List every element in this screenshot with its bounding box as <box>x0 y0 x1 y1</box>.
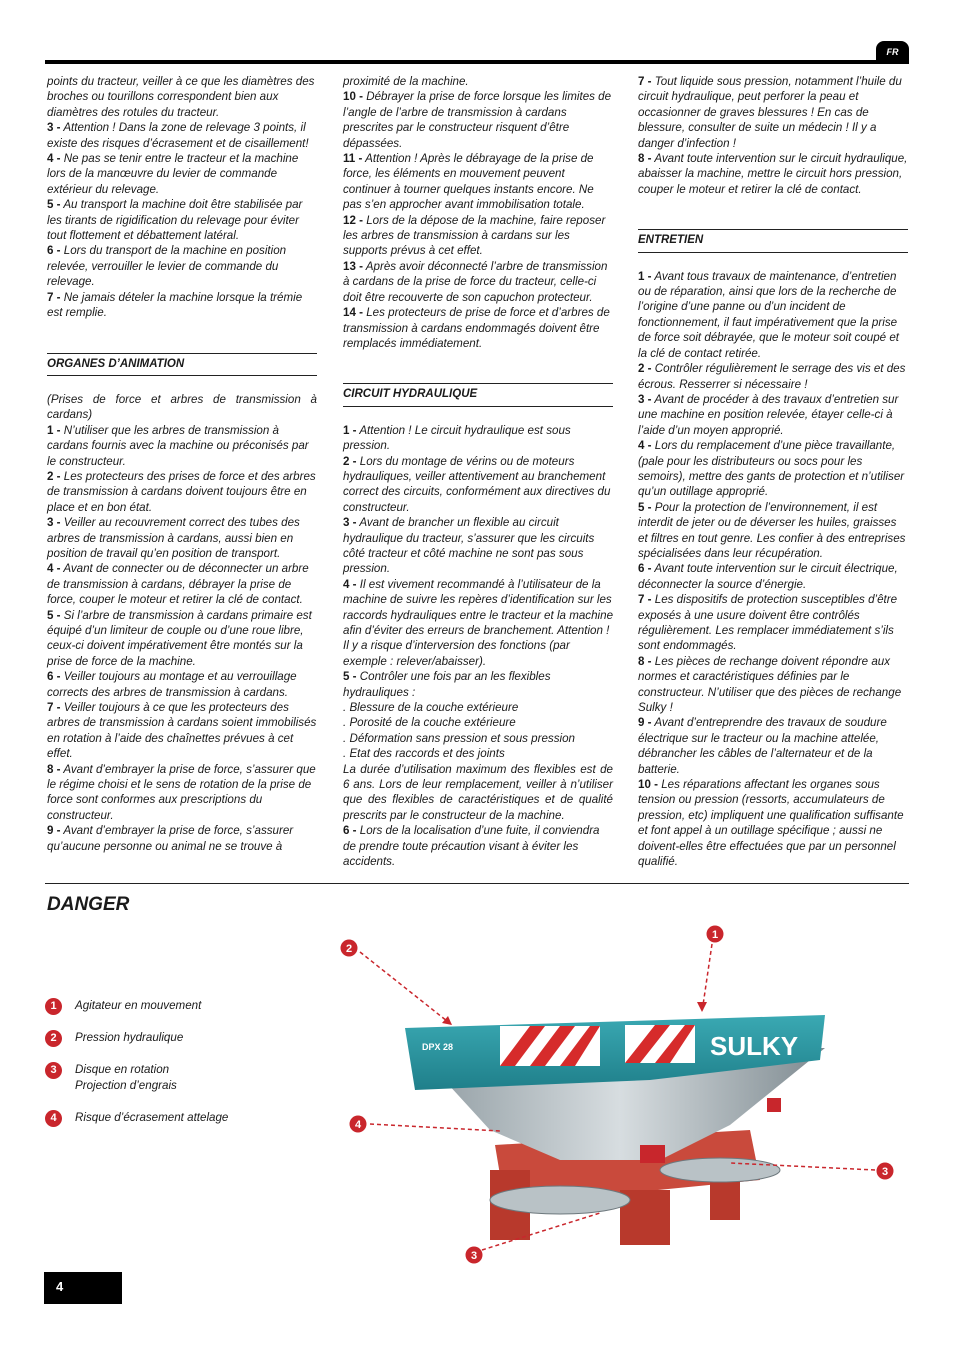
number-badge: 1 <box>45 998 62 1015</box>
callout-badge-2 <box>341 940 358 957</box>
callout-badge-3 <box>466 1247 483 1264</box>
brand-logo: SULKY <box>710 1031 799 1061</box>
list-item: 2 - Contrôler régulièrement le serrage des vis et des écrous. Resserrer si nécessaire ! <box>638 362 906 391</box>
list-item: 1 - Avant tous travaux de maintenance, d’entretien ou de réparation, ainsi que lors de la recherche de l’origine d’une panne ou d’un incident de fonctionnement, il faut impérativement que la prise de force soit débrayée, que le moteur soit coupé et la clé de contact retirée. <box>638 269 900 360</box>
paragraph: points du tracteur, veiller à ce que les diamètres des broches ou tourillons correspondent bien aux diamètres des rotules du tracteur. <box>47 75 315 119</box>
legend-item: 3 Disque en rotation Projection d’engrais <box>45 1062 305 1094</box>
list-item: 9 - Avant d’entreprendre des travaux de soudure électrique sur le tracteur ou la machine attelée, débrancher les câbles de l’alternateur et de la batterie. <box>638 716 887 776</box>
paragraph: La durée d’utilisation maximum des flexibles est de 6 ans. Lors de leur remplacement, veiller à n’utiliser que des flexibles de caractéristiques et de qualité prescrits par le constructeur de la machine. <box>343 762 613 822</box>
list-item: 4 - Lors du remplacement d’une pièce travaillante, (pale pour les distributeurs ou socs pour les semoirs), mettre des gants de protection et n’utiliser qu’un outillage approprié. <box>638 439 905 499</box>
legend-item: 4 Risque d’écrasement attelage <box>45 1110 305 1126</box>
list-item: 14 - Les protecteurs de prise de force et d’arbres de transmission à cardans endommagés doivent être remplacés immédiatement. <box>343 306 610 350</box>
list-item: 13 - Après avoir déconnecté l’arbre de transmission à cardans de la prise de force du tracteur, celle-ci doit être recouverte de son capuchon protecteur. <box>343 259 608 304</box>
section-heading-hydraulique: CIRCUIT HYDRAULIQUE <box>343 383 613 406</box>
list-item: 8 - Avant d’embrayer la prise de force, s’assurer que le régime choisi et le sens de rotation de la prise de force sont conformes aux prescriptions du constructeur. <box>47 762 316 822</box>
list-item: 7 - Veiller toujours à ce que les protecteurs des arbres de transmission à cardans soient immobilisés en rotation à l’aide des chaînettes prévues à cet effet. <box>47 701 317 761</box>
section-heading-organes: ORGANES D’ANIMATION <box>47 353 317 376</box>
svg-text:4: 4 <box>354 1119 362 1131</box>
list-item: 7 - Les dispositifs de protection susceptibles d’être exposés à une usure doivent être contrôlés régulièrement. Les remplacer immédiatement s’ils sont endommagés. <box>638 593 898 653</box>
column-1 <box>47 74 317 854</box>
svg-text:3: 3 <box>470 1250 478 1262</box>
list-item: 7 - Ne jamais dételer la machine lorsque la trémie est remplie. <box>47 290 303 320</box>
bullet: . Porosité de la couche extérieure <box>343 716 516 730</box>
bullet: . Etat des raccords et des joints <box>343 747 505 761</box>
list-item: 5 - Contrôler une fois par an les flexibles hydrauliques : <box>343 670 551 699</box>
list-item: 4 - Avant de connecter ou de déconnecter un arbre de transmission à cardans, débrayer la prise de force, couper le moteur et retirer la clé de contact. <box>47 562 309 607</box>
callout-badge-4 <box>350 1116 367 1133</box>
fertilizer-spreader-illustration <box>330 920 910 1270</box>
list-item: 5 - Au transport la machine doit être stabilisée par les tirants de rigidification du relevage pour éviter tout flottement et débattement latéral. <box>47 198 303 243</box>
number-badge: 4 <box>45 1110 62 1127</box>
rear-light <box>767 1098 781 1112</box>
rear-light <box>640 1145 665 1163</box>
list-item: 6 - Lors du transport de la machine en position relevée, verrouiller le levier de commande du relevage. <box>47 244 287 289</box>
model-label: DPX 28 <box>422 1042 454 1052</box>
danger-title: DANGER <box>47 894 130 915</box>
list-item: 8 - Les pièces de rechange doivent répondre aux normes et caractéristiques définies par le constructeur. N’utiliser que des pièces de rechange Sulky ! <box>638 654 902 715</box>
paragraph: proximité de la machine. <box>343 75 469 88</box>
list-item: 4 - Il est vivement recommandé à l’utilisateur de la machine de suivre les repères d’identification sur les raccords hydrauliques entre le tracteur et la machine afin d’éviter des erreurs de branchement. Attention ! Il y a risque d’interversion des fonctions (par exemple : relever/abaisser). <box>343 577 614 668</box>
list-item: 6 - Veiller toujours au montage et au verrouillage corrects des arbres de transmission à cardans. <box>47 670 297 699</box>
page-number: 4 <box>44 1272 122 1304</box>
svg-text:3: 3 <box>881 1166 889 1178</box>
list-item: 2 - Lors du montage de vérins ou de moteurs hydrauliques, veiller attentivement au branchement correct des circuits, conformément aux directives du constructeur. <box>343 454 611 514</box>
bullet: . Déformation sans pression et sous pression <box>343 731 575 745</box>
list-item: 11 - Attention ! Après le débrayage de la prise de force, les éléments en mouvement peuvent continuer à tourner quelques instants encore. Ne pas s’en approcher avant immobilisation totale. <box>343 152 594 212</box>
column-2 <box>343 74 613 870</box>
callout-badge-3 <box>877 1163 894 1180</box>
callout-badge-1 <box>707 926 724 943</box>
list-item: 4 - Ne pas se tenir entre le tracteur et la machine lors de la manœuvre du levier de commande extérieur du relevage. <box>47 152 299 196</box>
danger-legend <box>45 998 305 1142</box>
spreading-disc <box>490 1186 630 1214</box>
list-item: 1 - Attention ! Le circuit hydraulique est sous pression. <box>343 423 571 453</box>
list-item: 9 - Avant d’embrayer la prise de force, s’assurer qu’aucune personne ou animal ne se trouve à <box>47 824 294 853</box>
list-item: 10 - Débrayer la prise de force lorsque les limites de l’angle de l’arbre de transmission à cardans prescrites par le constructeur risquent d’être dépassées. <box>343 90 612 150</box>
list-item: 3 - Attention ! Dans la zone de relevage 3 points, il existe des risques d’écrasement et de cisaillement! <box>47 121 309 150</box>
list-item: 5 - Pour la protection de l’environnement, il est interdit de jeter ou de déverser les huiles, graisses et filtres en tout genre. Les confier à des entreprises spécialisées dans leur récupération. <box>638 500 906 560</box>
paragraph: (Prises de force et arbres de transmission à cardans) <box>47 392 317 422</box>
section-divider <box>45 883 909 884</box>
warning-stripes <box>500 1025 695 1066</box>
column-3 <box>638 74 908 870</box>
number-badge: 2 <box>45 1030 62 1047</box>
list-item: 6 - Avant toute intervention sur le circuit électrique, déconnecter la source d’énergie. <box>638 562 898 591</box>
list-item: 3 - Veiller au recouvrement correct des tubes des arbres de transmission à cardans, aussi bien en position de travail qu’en position de transport. <box>47 516 300 560</box>
svg-text:1: 1 <box>711 929 719 941</box>
list-item: 10 - Les réparations affectant les organes sous tension ou pression (ressorts, accumulateurs de pression, etc) impliquent une qualification suffisante et font appel à un outillage spécifique ; aussi ne doivent-elles être effectuées que par un personnel qualifié. <box>638 778 904 869</box>
list-item: 5 - Si l’arbre de transmission à cardans primaire est équipé d’un limiteur de couple ou d’une roue libre, ceux-ci doivent impérativement être montés sur la prise de force de la machine. <box>47 608 312 668</box>
list-item: 6 - Lors de la localisation d’une fuite, il conviendra de prendre toute précaution visant à éviter les accidents. <box>343 824 600 869</box>
spreading-disc <box>660 1158 780 1182</box>
list-item: 7 - Tout liquide sous pression, notamment l’huile du circuit hydraulique, peut perforer la peau et occasionner de graves blessures ! En cas de blessure, consulter de suite un médecin ! Il y a danger d’infection ! <box>638 75 902 150</box>
list-item: 2 - Les protecteurs des prises de force et des arbres de transmission à cardans doivent toujours être en place et en bon état. <box>47 469 316 514</box>
bullet: . Blessure de la couche extérieure <box>343 701 519 715</box>
svg-text:2: 2 <box>345 943 353 955</box>
language-tab: FR <box>876 41 909 64</box>
legend-item: 2 Pression hydraulique <box>45 1030 305 1046</box>
top-rule <box>45 60 909 64</box>
list-item: 3 - Avant de procéder à des travaux d’entretien sur une machine en position relevée, étayer celle-ci à l’aide d’un moyen approprié. <box>638 392 899 437</box>
number-badge: 3 <box>45 1062 62 1079</box>
legend-item: 1 Agitateur en mouvement <box>45 998 305 1014</box>
list-item: 1 - N’utiliser que les arbres de transmission à cardans fournis avec la machine ou préconisés par le constructeur. <box>47 423 309 468</box>
section-heading-entretien: ENTRETIEN <box>638 229 908 252</box>
list-item: 12 - Lors de la dépose de la machine, faire reposer les arbres de transmission à cardans sur les supports prévus à cet effet. <box>343 213 606 258</box>
list-item: 3 - Avant de brancher un flexible au circuit hydraulique du tracteur, s’assurer que les circuits côté tracteur et côté machine ne sont pas sous pression. <box>343 516 595 576</box>
list-item: 8 - Avant toute intervention sur le circuit hydraulique, abaisser la machine, mettre le circuit hors pression, couper le moteur et retirer la clé de contact. <box>638 152 908 196</box>
